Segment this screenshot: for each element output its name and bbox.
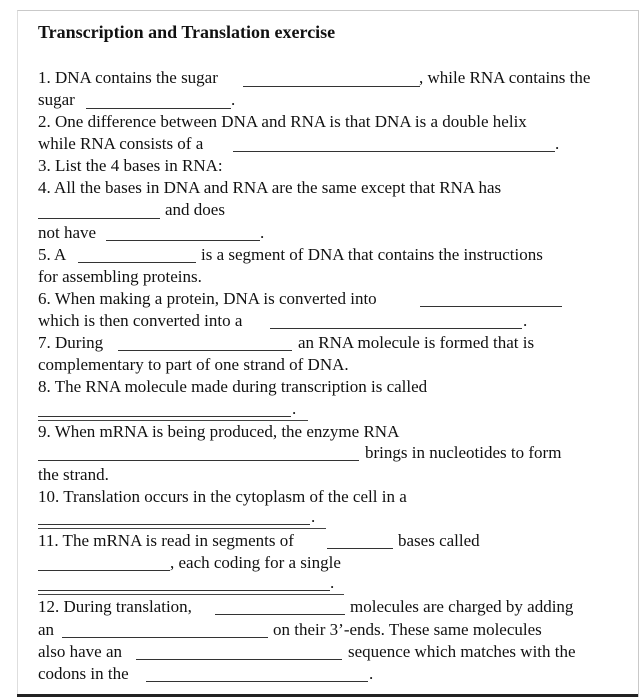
q1-period: . [231,90,236,109]
q12-blank-anticodon[interactable] [136,659,342,660]
q6-blank-1[interactable] [420,306,562,307]
q2-period: . [555,134,560,153]
question-1-text-sugar: sugar [38,90,75,109]
q8-period: . [292,399,297,418]
q8-blank[interactable] [38,416,291,417]
q12-blank-mrna[interactable] [146,681,368,682]
question-12-text-sequence: sequence which matches with the [348,642,576,661]
question-6-text: 6. When making a protein, DNA is converted into [38,289,377,308]
question-2-text: 2. One difference between DNA and RNA is that DNA is a double helix [38,112,527,131]
question-7-text: 7. During [38,333,104,352]
question-4-text: 4. All the bases in DNA and RNA are the same except that RNA has [38,178,502,197]
question-12-text-also: also have an [38,642,123,661]
bottom-border [17,694,638,697]
section-divider [38,594,344,595]
q12-period: . [369,664,374,683]
q1-blank-rna-sugar[interactable] [86,108,231,109]
q6-blank-2[interactable] [270,328,522,329]
q4-blank-rna-base[interactable] [38,218,160,219]
question-5-text: 5. A [38,245,67,264]
question-8-text: 8. The RNA molecule made during transcription is called [38,377,428,396]
q10-blank[interactable] [38,524,310,525]
q12-blank-amino-acid[interactable] [62,637,268,638]
question-5-text-end: for assembling proteins. [38,267,202,286]
question-12-text-ends: on their 3’-ends. These same molecules [273,620,542,639]
question-6-text-cont: which is then converted into a [38,311,243,330]
q11-period: . [330,573,335,592]
question-4-text-cont: and does [165,200,225,219]
section-divider [38,528,326,529]
question-9-text-end: the strand. [38,465,109,484]
q11-blank-amino-acid[interactable] [38,590,330,591]
question-12-text: 12. During translation, [38,597,192,616]
question-1-text-cont: , while RNA contains the [419,68,591,87]
question-5-text-cont: is a segment of DNA that contains the instructions [201,245,543,264]
question-11-text-end: , each coding for a single [170,553,341,572]
question-3-text: 3. List the 4 bases in RNA: [38,156,223,175]
question-7-text-cont: an RNA molecule is formed that is [298,333,535,352]
worksheet-title: Transcription and Translation exercise [38,22,336,42]
question-7-text-end: complementary to part of one strand of DNA. [38,355,349,374]
q5-blank[interactable] [78,262,196,263]
question-9-text-cont: brings in nucleotides to form [365,443,562,462]
q10-period: . [311,507,316,526]
question-10-text: 10. Translation occurs in the cytoplasm of the cell in a [38,487,407,506]
q7-blank[interactable] [118,350,292,351]
q4-period: . [260,223,265,242]
q2-blank[interactable] [233,151,555,152]
q9-blank[interactable] [38,460,359,461]
q11-blank-number[interactable] [327,548,393,549]
section-divider [38,420,308,421]
question-1-text: 1. DNA contains the sugar [38,68,218,87]
question-11-text-cont: bases called [398,531,480,550]
q12-blank-trna[interactable] [215,614,345,615]
question-2-text-cont: while RNA consists of a [38,134,204,153]
question-4-text-not-have: not have [38,223,97,242]
question-12-text-an: an [38,620,55,639]
q6-period: . [523,311,528,330]
q11-blank-codons[interactable] [38,570,170,571]
question-12-text-codons: codons in the [38,664,129,683]
q4-blank-dna-base[interactable] [106,240,260,241]
q1-blank-dna-sugar[interactable] [243,86,420,87]
question-12-text-cont: molecules are charged by adding [350,597,574,616]
question-9-text: 9. When mRNA is being produced, the enzyme RNA [38,422,400,441]
question-11-text: 11. The mRNA is read in segments of [38,531,294,550]
